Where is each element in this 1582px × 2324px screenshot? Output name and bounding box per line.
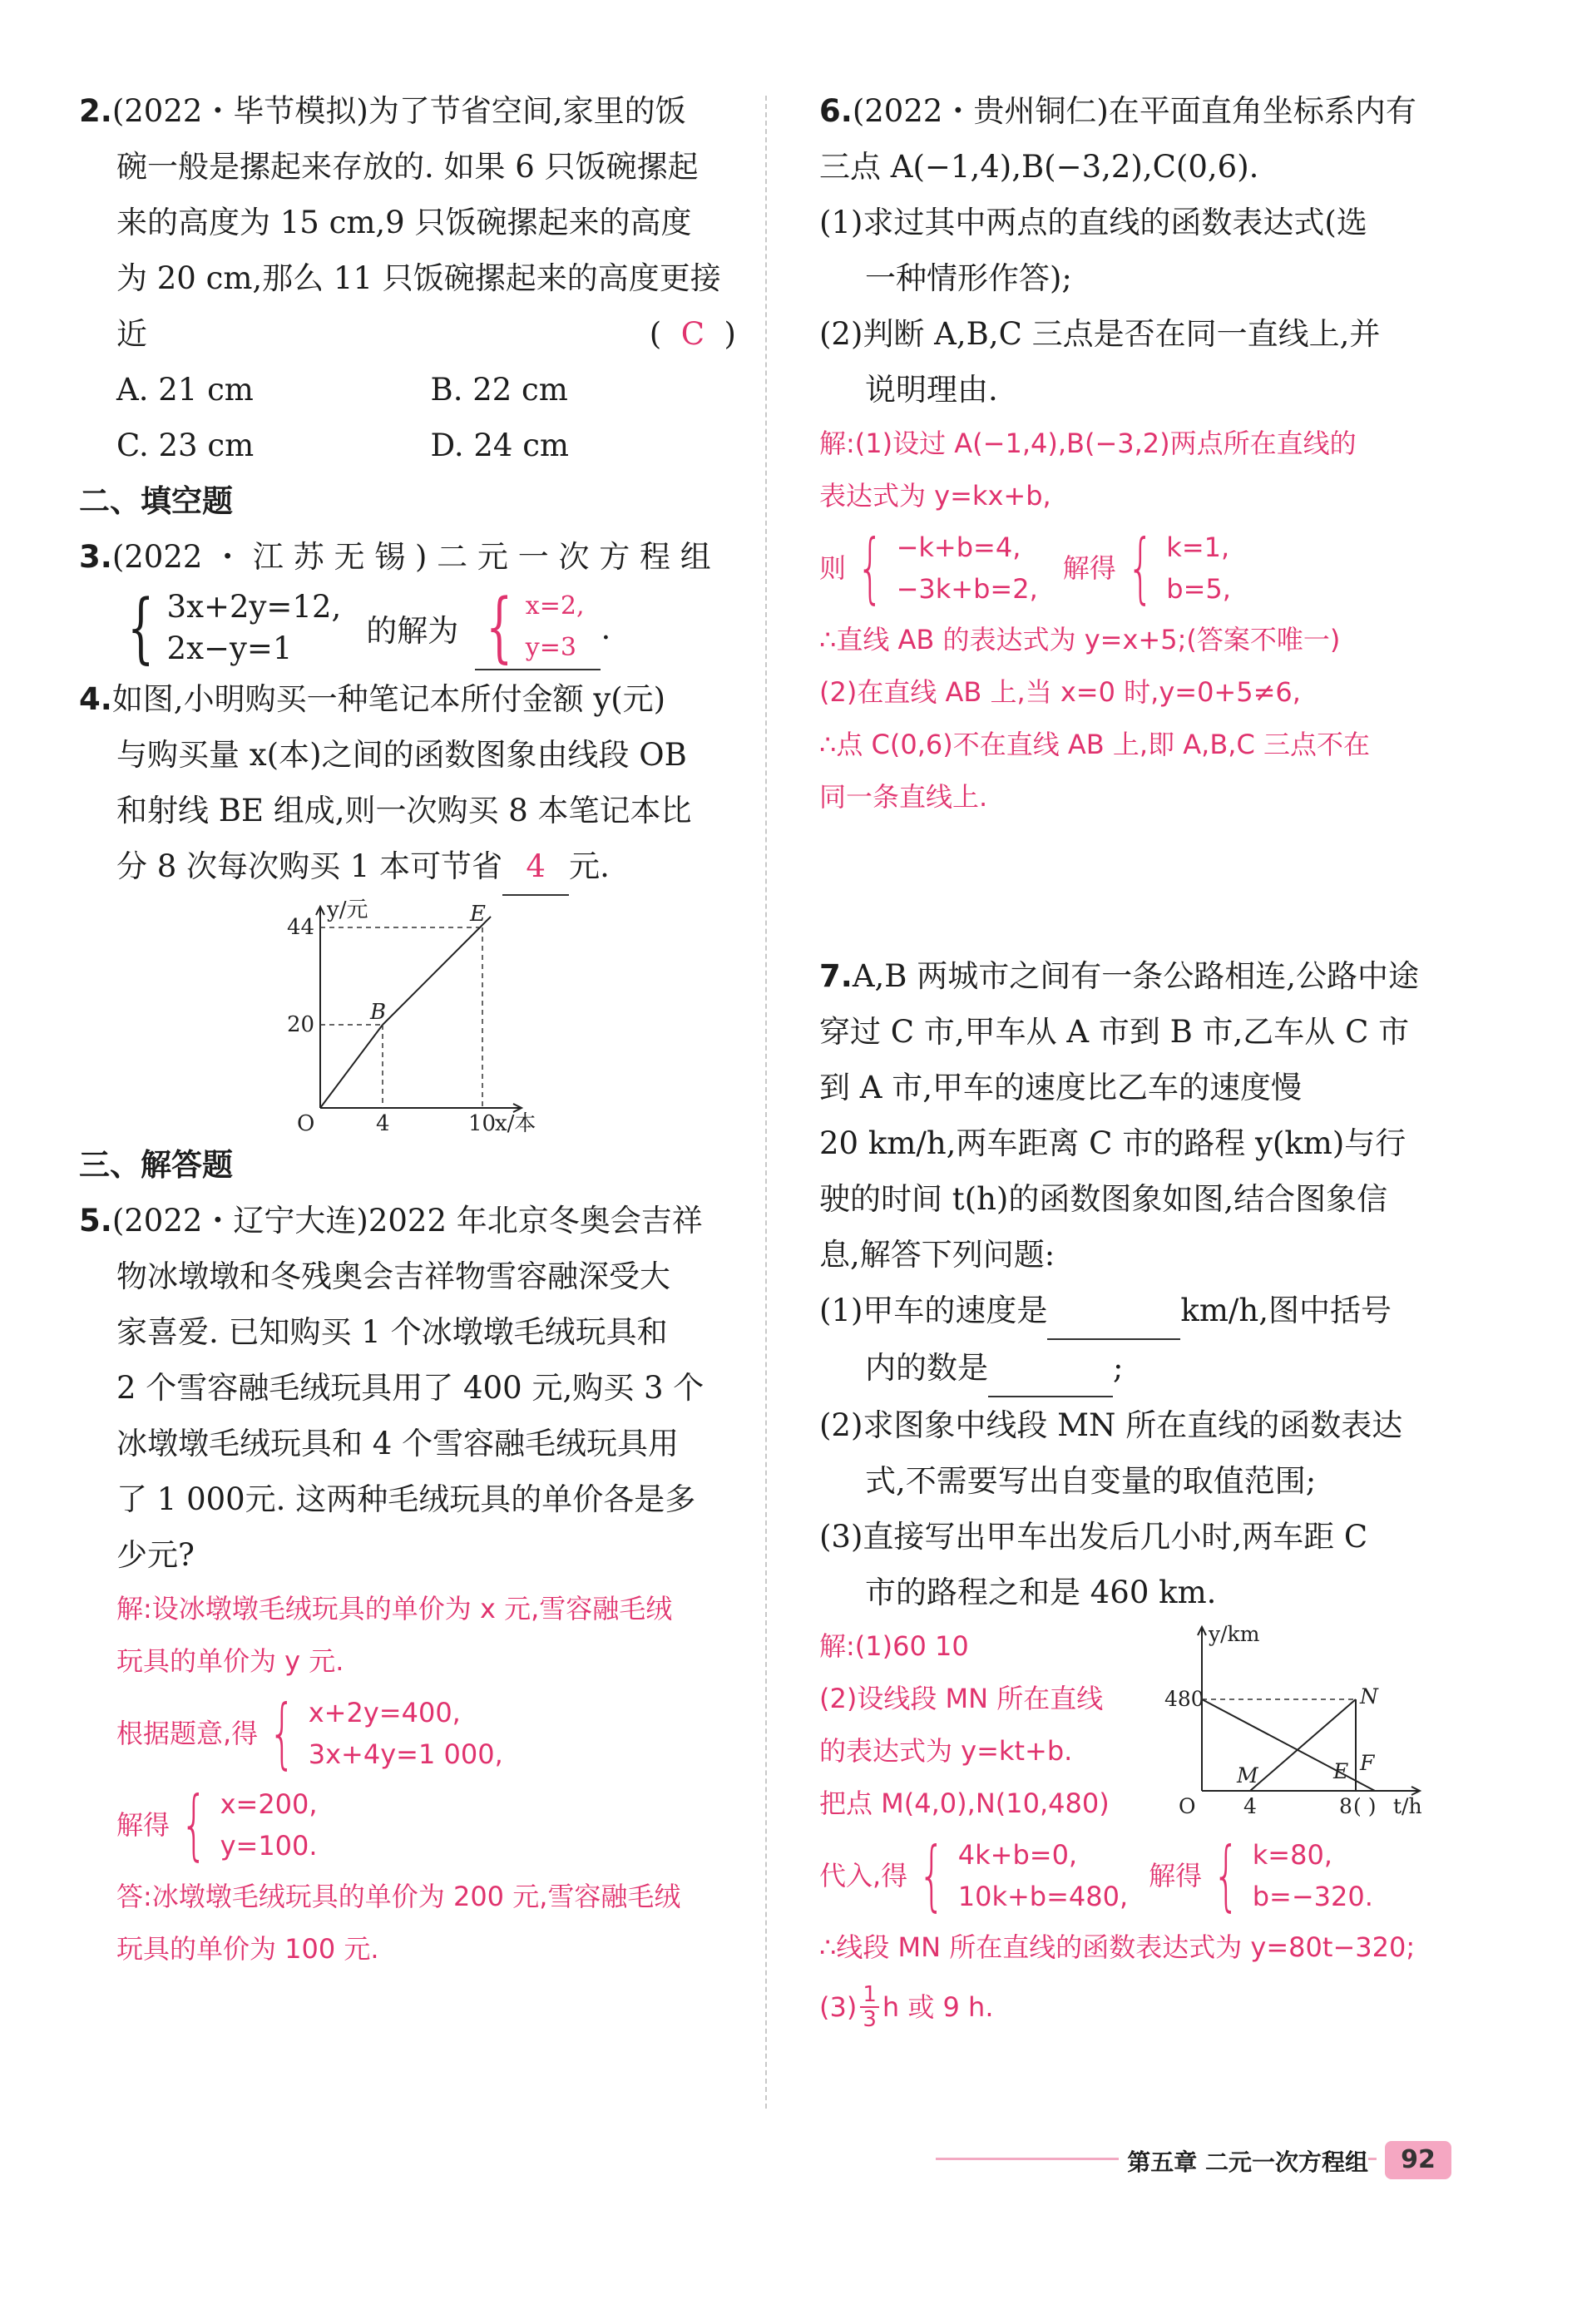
q4-answer: 4 <box>502 838 569 896</box>
svg-text:t/h: t/h <box>1393 1794 1422 1818</box>
x-axis-label: x/本 <box>495 1111 536 1136</box>
svg-text:8: 8 <box>1339 1794 1352 1818</box>
q4-graph <box>79 896 744 1137</box>
svg-text:10: 10 <box>468 1111 497 1136</box>
right-column <box>819 83 1451 2040</box>
column-divider <box>765 96 767 2109</box>
left-column <box>79 83 744 1975</box>
svg-text:4: 4 <box>1243 1794 1257 1818</box>
chapter-title: 第五章 二元一次方程组 <box>1119 2144 1368 2178</box>
q7-graph-svg <box>1164 1620 1435 1820</box>
svg-text:( ): ( ) <box>1353 1794 1377 1818</box>
svg-text:M: M <box>1237 1763 1258 1788</box>
q7-blank-paren <box>988 1340 1113 1397</box>
question-7: 7.A,B 两城市之间有一条公路相连,公路中途 穿过 C 市,甲车从 A 市到 B 市,乙车从 C 市 到 A 市,甲车的速度比乙车的速度慢 20 km/h,两车距离 C 市的路程 y(km)与行 驶的时间 t(h)的函数图象如图,结合图象信 息,解答下列问题: (1)甲车的速度是 km/h,图中括号 内的数是 ; (2)求图象中线段 MN 所在直线的函数表达 式,不需要写出自变量的取值范围; (3)直接写出甲车出发后几小时,两车距 C 市的路程之和是 460 km. y/km t/h O 480 4 8 ( ) M N E F 解:(1)60 10 (2)设线段 MN 所在直线 的表达式为 y=kt+b. 把点 M(4,0),N(10,480) 代入,得 { 4k+b=0, 10k+b=480, 解得 { k=80, b=−320. ∴线段 MN 所在直线的函数表达式为 y=80t−320; (3) $\frac{1}{3}$ h 或 9 h. <box>819 948 1451 2040</box>
section-solution: 三、解答题 <box>79 1147 233 1183</box>
q2-answer: C <box>680 316 705 352</box>
y-axis-label: y/元 <box>327 897 368 922</box>
svg-text:F: F <box>1360 1751 1375 1775</box>
answer-paren: ( C ) <box>649 316 736 352</box>
svg-text:N: N <box>1360 1684 1378 1708</box>
svg-text:480: 480 <box>1164 1687 1204 1711</box>
origin-label: O <box>297 1111 315 1136</box>
page-footer <box>936 2141 1451 2183</box>
question-6: 6.(2022・贵州铜仁)在平面直角坐标系内有 三点 A(−1,4),B(−3,2),C(0,6). (1)求过其中两点的直线的函数表达式(选 一种情形作答); (2)判断 A,B,C 三点是否在同一直线上,并 说明理由. 解:(1)设过 A(−1,4),B(−3,2)两点所在直线的 表达式为 y=kx+b, 则 { −k+b=4, −3k+b=2, 解得 { k=1, b=5, ∴直线 AB 的表达式为 y=x+5;(答案不唯一) (2)在直线 AB 上,当 x=0 时,y=0+5≠6, ∴点 C(0,6)不在直线 AB 上,即 A,B,C 三点不在 同一条直线上. <box>819 93 1416 813</box>
point-b-label: B <box>370 1000 387 1025</box>
question-5: 5.(2022・辽宁大连)2022 年北京冬奥会吉祥 物冰墩墩和冬残奥会吉祥物雪容融深受大 家喜爱. 已知购买 1 个冰墩墩毛绒玩具和 2 个雪容融毛绒玩具用了 400 元,购买 3 个 冰墩墩毛绒玩具和 4 个雪容融毛绒玩具用 了 1 000元. 这两种毛绒玩具的单价各是多 少元? 解:设冰墩墩毛绒玩具的单价为 x 元,雪容融毛绒 玩具的单价为 y 元. 根据题意,得 { x+2y=400, 3x+4y=1 000, 解得 { x=200, y=100. 答:冰墩墩毛绒玩具的单价为 200 元,雪容融毛绒 玩具的单价为 100 元. <box>79 1203 704 1965</box>
svg-text:E: E <box>1333 1759 1349 1783</box>
svg-text:O: O <box>1179 1794 1196 1818</box>
page-number: 92 <box>1385 2141 1451 2179</box>
section-fill-blank: 二、填空题 <box>79 483 233 519</box>
equation-system: { 3x+2y=12, 2x−y=1 <box>127 583 342 672</box>
q2-options: A. 21 cm B. 22 cm <box>116 372 568 408</box>
question-2: 2.(2022・毕节模拟)为了节省空间,家里的饭 碗一般是摞起来存放的. 如果 6 只饭碗摞起 来的高度为 15 cm,9 只饭碗摞起来的高度 为 20 cm,那么 11 只饭碗摞起来的高度更接 近 ( C ) A. 21 cm B. 22 cm C. 23 cm D. 24 cm <box>79 83 744 473</box>
svg-text:20: 20 <box>287 1012 315 1037</box>
svg-text:4: 4 <box>376 1111 390 1136</box>
point-e-label: E <box>470 902 486 927</box>
svg-text:44: 44 <box>287 915 315 940</box>
q4-graph-svg <box>79 896 744 1137</box>
question-4: 4.如图,小明购买一种笔记本所付金额 y(元) 与购买量 x(本)之间的函数图象由线段 OB 和射线 BE 组成,则一次购买 8 本笔记本比 分 8 次每次购买 1 本可节省 4 元. y/元 x/本 O 44 20 4 10 B E <box>79 671 744 1137</box>
svg-text:y/km: y/km <box>1209 1622 1260 1646</box>
q3-answer: { x=2, y=3 <box>475 586 601 670</box>
q7-blank-speed <box>1047 1283 1180 1340</box>
question-3: 3.(2022 ・ 江 苏 无 锡 ) 二 元 一 次 方 程 组 { 3x+2y=12, 2x−y=1 的解为 { x=2, y=3 . <box>79 539 711 672</box>
